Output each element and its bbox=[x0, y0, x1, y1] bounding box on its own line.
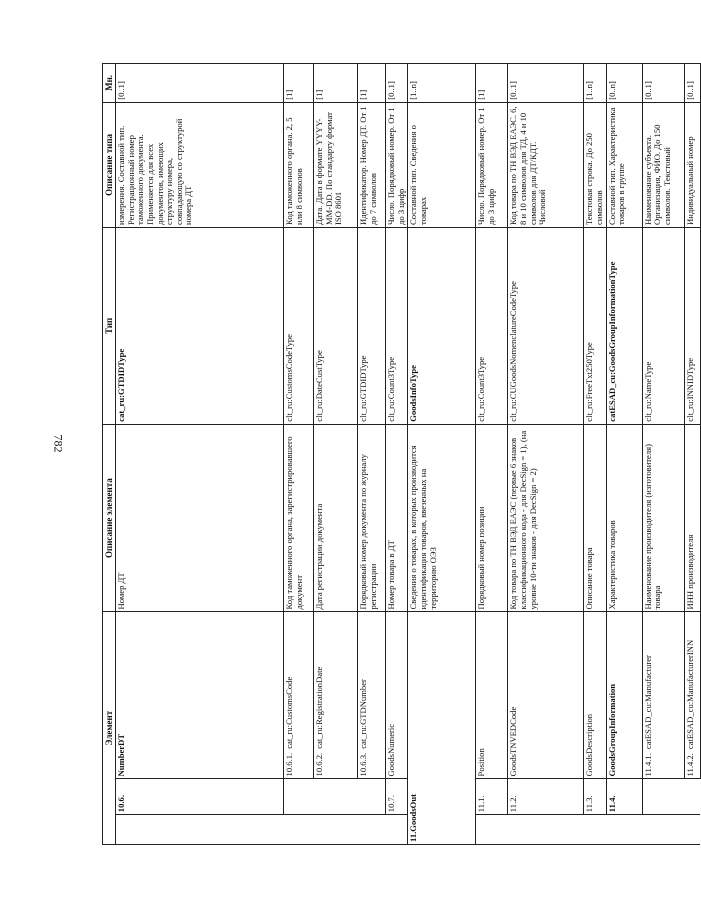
element-cell bbox=[358, 612, 386, 779]
multiplicity: [0..1] bbox=[642, 64, 684, 103]
type-name: clt_ru:INNIDType bbox=[684, 227, 700, 424]
type-name: clt_ru:CustomsCodeType bbox=[284, 227, 314, 424]
table-row bbox=[508, 64, 584, 845]
multiplicity: [1] bbox=[284, 64, 314, 103]
indent-cell bbox=[476, 815, 508, 845]
element-name: cat_ru:GTDNumber bbox=[358, 679, 369, 749]
type-description: измерения. Составной тип. Регистрационный номер таможенного документа. Применяется для всех документов, имеющих структуру номера, совпадающую со структурой номера ДТ bbox=[116, 102, 284, 227]
multiplicity: [0..1] bbox=[116, 64, 284, 103]
element-description: Номер товара в ДТ bbox=[386, 424, 408, 612]
multiplicity: [1] bbox=[476, 64, 508, 103]
schema-table bbox=[102, 63, 701, 845]
element-description: ИНН производителя bbox=[684, 424, 700, 612]
header-type: Тип bbox=[103, 227, 116, 424]
type-name: GoodsInfoType bbox=[408, 227, 476, 424]
type-name: cat_ru:GTDIDType bbox=[116, 227, 284, 424]
table-row bbox=[314, 64, 358, 845]
element-name: Position bbox=[476, 612, 508, 779]
element-cell bbox=[642, 612, 684, 779]
element-cell bbox=[684, 612, 700, 779]
element-name: GoodsDescription bbox=[584, 612, 606, 779]
multiplicity: [0..1] bbox=[386, 64, 408, 103]
element-name: NumberDT bbox=[116, 612, 284, 779]
table-row bbox=[408, 64, 476, 845]
table-row bbox=[584, 64, 606, 845]
header-multiplicity: Мн. bbox=[103, 64, 116, 103]
type-description: Дата. Дата в формате YYYY-MM-DD. По стандарту формат ISO 8601 bbox=[314, 102, 358, 227]
indent-cell bbox=[314, 815, 358, 845]
type-name: clt_ru:GTDIDType bbox=[358, 227, 386, 424]
type-description: Код товара по ТН ВЭД ЕАЭС. 6, 8 и 10 символов для ТД, 4 и 10 символов для ДТ/КДТ. Числовой bbox=[508, 102, 584, 227]
indent-cell bbox=[606, 815, 642, 845]
table-row bbox=[606, 64, 642, 845]
type-description: Составной тип. Характеристика товаров в группе bbox=[606, 102, 642, 227]
element-description: Порядковый номер документа по журналу регистрации bbox=[358, 424, 386, 612]
type-description: Идентификатор. Номер ДТ. От 1 до 7 символов bbox=[358, 102, 386, 227]
table-row bbox=[284, 64, 314, 845]
element-description: Сведения о товарах, в которых производится идентификация товаров, ввезенных на территорию ОЭЗ bbox=[408, 424, 476, 612]
element-description: Дата регистрации документа bbox=[314, 424, 358, 612]
table-row bbox=[684, 64, 700, 845]
element-number: 11. bbox=[408, 831, 419, 842]
indent-cell bbox=[684, 815, 700, 845]
element-name: catESAD_cu:ManufacturerINN bbox=[684, 639, 695, 750]
element-number: 10.6. bbox=[116, 779, 284, 815]
indent-cell bbox=[508, 815, 584, 845]
multiplicity: [1..n] bbox=[408, 64, 476, 103]
type-name: catESAD_cu:GoodsGroupInformationType bbox=[606, 227, 642, 424]
type-description: Код таможенного органа. 2, 5 или 8 символов bbox=[284, 102, 314, 227]
element-name: GoodsNumeric bbox=[386, 612, 408, 779]
element-name: GoodsTNVEDCode bbox=[508, 612, 584, 779]
type-description: Индивидуальный номер bbox=[684, 102, 700, 227]
element-number: 10.6.3. bbox=[358, 752, 369, 777]
type-description: Наименование субъекта. Организация, ФИО. До 150 символов. Текстовый bbox=[642, 102, 684, 227]
indent-cell bbox=[284, 815, 314, 845]
table-row bbox=[386, 64, 408, 845]
element-name: catESAD_cu:Manufacturer bbox=[642, 655, 653, 750]
element-number: 11.4.2. bbox=[684, 753, 695, 777]
element-name: cat_ru:RegistrationDate bbox=[314, 666, 325, 749]
type-description: Текстовая строка. До 250 символов bbox=[584, 102, 606, 227]
element-number: 11.4. bbox=[606, 779, 642, 815]
type-description: Число. Порядковый номер. От 1 до 3 цифр bbox=[386, 102, 408, 227]
type-name: clt_ru:NameType bbox=[642, 227, 684, 424]
indent-cell bbox=[684, 779, 700, 815]
element-description: Код товара по ТН ВЭД ЕАЭС (первые 6 знаков классификационного кода - для DecSign = 1), (на уровне 10-ти знаков - для DecSign = 2) bbox=[508, 424, 584, 612]
element-cell bbox=[314, 612, 358, 779]
page-number: 782 bbox=[51, 434, 66, 453]
element-number: 11.2. bbox=[508, 779, 584, 815]
element-number: 11.4.1. bbox=[642, 753, 653, 777]
element-name: cat_ru:CustomsCode bbox=[284, 676, 295, 749]
table-row bbox=[358, 64, 386, 845]
indent-cell bbox=[358, 815, 386, 845]
element-description: Номер ДТ bbox=[116, 424, 284, 612]
element-description: Описание товара bbox=[584, 424, 606, 612]
table-body bbox=[116, 64, 701, 845]
element-description: Характеристика товаров bbox=[606, 424, 642, 612]
element-number: 10.6.1. bbox=[284, 752, 295, 777]
header-element-description: Описание элемента bbox=[103, 424, 116, 612]
indent-cell bbox=[116, 815, 284, 845]
indent-cell bbox=[358, 779, 386, 815]
type-name: clt_ru:Count3Type bbox=[386, 227, 408, 424]
type-name: clt_ru:CUGoodsNomenclatureCodeType bbox=[508, 227, 584, 424]
indent-cell bbox=[314, 779, 358, 815]
type-name: clt_ru:DateCustType bbox=[314, 227, 358, 424]
element-cell bbox=[408, 612, 476, 845]
indent-cell bbox=[386, 815, 408, 845]
header-type-description: Описание типа bbox=[103, 102, 116, 227]
type-description: Составной тип. Сведения о товарах bbox=[408, 102, 476, 227]
table-row bbox=[476, 64, 508, 845]
type-name: clt_ru:Count3Type bbox=[476, 227, 508, 424]
multiplicity: [1..n] bbox=[584, 64, 606, 103]
element-number: 10.6.2. bbox=[314, 752, 325, 777]
table-row bbox=[642, 64, 684, 845]
element-number: 11.3. bbox=[584, 779, 606, 815]
indent-cell bbox=[284, 779, 314, 815]
element-name: GoodsGroupInformation bbox=[606, 612, 642, 779]
element-description: Код таможенного органа, зарегистрировавшего документ bbox=[284, 424, 314, 612]
multiplicity: [0..1] bbox=[508, 64, 584, 103]
type-description: Число. Порядковый номер. От 1 до 3 цифр bbox=[476, 102, 508, 227]
indent-cell bbox=[584, 815, 606, 845]
table-row bbox=[116, 64, 284, 845]
multiplicity: [1] bbox=[314, 64, 358, 103]
indent-cell bbox=[642, 779, 684, 815]
element-number: 10.7. bbox=[386, 779, 408, 815]
multiplicity: [1] bbox=[358, 64, 386, 103]
type-name: clt_ru:FreeTxt250Type bbox=[584, 227, 606, 424]
multiplicity: [0..n] bbox=[606, 64, 642, 103]
header-element: Элемент bbox=[103, 612, 116, 845]
element-name: GoodsOut bbox=[408, 793, 419, 832]
element-description: Наименование производителя (изготовителя) товара bbox=[642, 424, 684, 612]
table-header-row bbox=[103, 64, 116, 845]
multiplicity: [0..1] bbox=[684, 64, 700, 103]
element-description: Порядковый номер позиции bbox=[476, 424, 508, 612]
element-number: 11.1. bbox=[476, 779, 508, 815]
indent-cell bbox=[642, 815, 684, 845]
element-cell bbox=[284, 612, 314, 779]
